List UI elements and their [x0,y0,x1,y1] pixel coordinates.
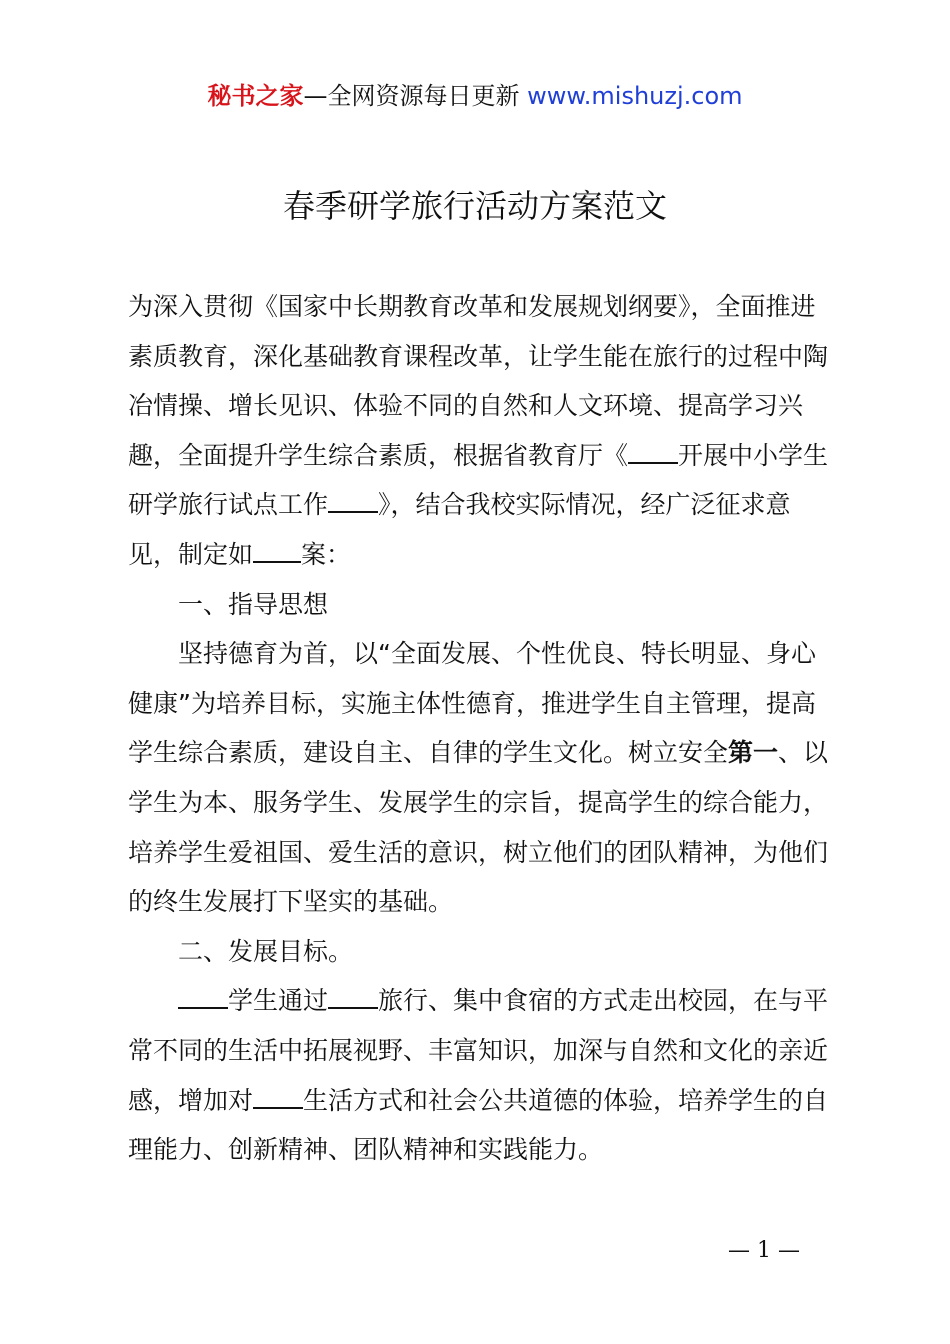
paragraph-intro-part-a: 为深入贯彻《国家中长期教育改革和发展规划纲要》，全面推进素质教育，深化基础教育课程改革，让学生能在旅行的过程中陶冶情操、增长见识、体验不同的自然和人文环境、提高学习兴趣，全面提升学生综合素质，根据省教育厅《 [128,292,829,470]
paragraph-goals-part-b: 旅行、集中食宿的方式走出校园，在与平常不同的生活中拓展视野、丰富知识，加深与自然和文化的亲近感，增加对 [128,986,829,1115]
document-title: 春季研学旅行活动方案范文 [282,187,667,225]
blank-underline [328,486,378,513]
paragraph-guiding-bold: 第一 [728,738,779,768]
page-header [0,80,950,112]
section-heading-development-goals: 二、发展目标。 [178,936,354,966]
paragraph-intro-part-d: 案： [301,539,352,569]
paragraph-guiding-part-c: 、以学生为本、服务学生、发展学生的宗旨，提高学生的综合能力，培养学生爱祖国、爱生活的意识，树立他们的团队精神，为他们的终生发展打下坚实的基础。 [128,738,829,917]
blank-underline [253,1082,303,1109]
blank-underline [178,982,228,1009]
header-tagline: —全网资源每日更新 [303,82,520,110]
paragraph-development-goals [128,976,834,1174]
header-url-link[interactable]: www.mishuzj.com [527,82,743,110]
blank-underline [628,437,678,464]
paragraph-goals-part-a: 学生通过 [228,986,329,1016]
document-body [128,282,834,1175]
paragraph-guiding-part-a: 坚持德育为首，以“全面发展、个性优良、特长明显、身心健康”为培养目标，实施主体性德育，推进学生自主管理，提高学生综合素质，建设自主、自律的学生文化。树立安全 [128,639,816,768]
paragraph-intro [128,282,834,580]
blank-underline [328,982,378,1009]
paragraph-guiding-ideology [128,629,834,927]
paragraph-goals-part-c: 生活方式和社会公共道德的体验，培养学生的自理能力、创新精神、团队精神和实践能力。 [128,1085,829,1165]
header-brand: 秘书之家 [207,82,304,110]
paragraph-intro-part-c: 》，结合我校实际情况，经广泛征求意见，制定如 [128,490,791,569]
blank-underline [253,536,301,563]
section-heading-guiding-ideology: 一、指导思想 [178,589,329,619]
page-number: — 1 — [728,1238,800,1263]
paragraph-intro-part-b: 开展中小学生研学旅行试点工作 [128,440,829,520]
